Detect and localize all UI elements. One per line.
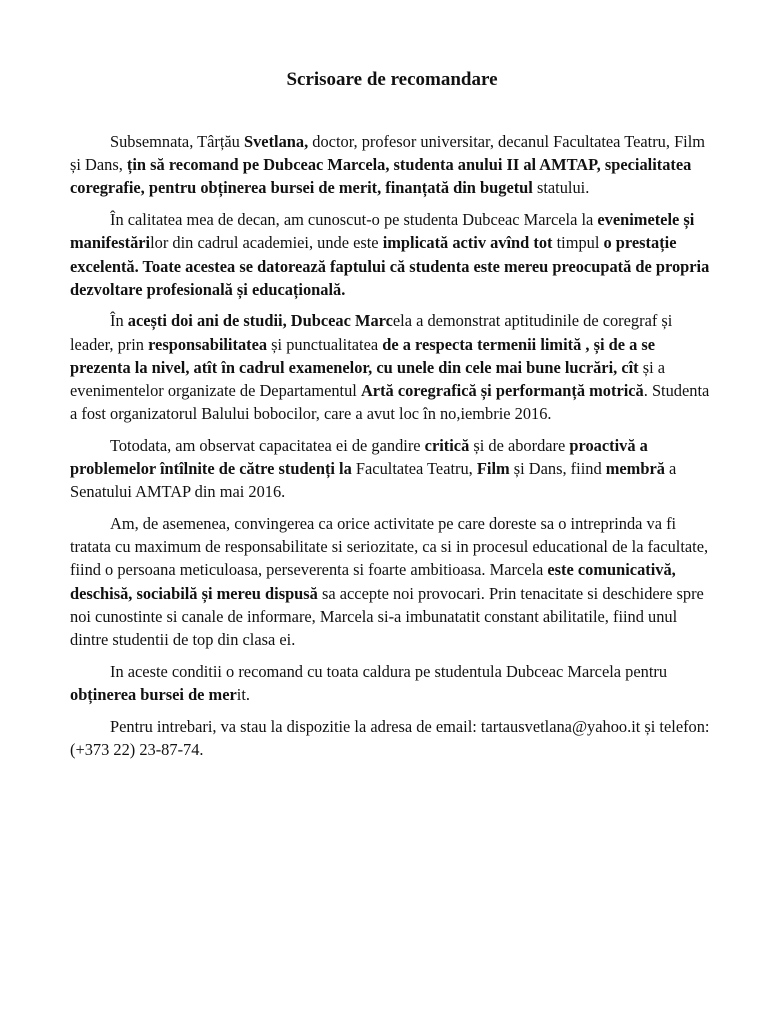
paragraph-6 (70, 660, 710, 706)
text-run: Facultatea Teatru, (351, 459, 477, 479)
bold-text-run: Artă coregrafică și performanță motrică (360, 381, 644, 401)
text-run: În (110, 311, 128, 331)
bold-text-run: Film (476, 459, 510, 479)
bold-text-run: este comunicativă, deschisă, sociabilă și mereu dispusă (70, 560, 676, 603)
paragraph-7 (70, 715, 710, 761)
text-run: . Studenta a fost organizatorul Balului bobocilor, care a avut loc în no,iembrie 2016. (70, 381, 710, 424)
text-run: it. (236, 684, 250, 704)
bold-text-run: critică (424, 435, 470, 455)
bold-text-run: implicată activ avînd tot (382, 233, 553, 253)
text-run: In aceste conditii o recomand cu toata caldura pe studentula Dubceac Marcela pentru (110, 661, 668, 681)
bold-text-run: o prestație excelentă. Toate acestea se datorează faptului că studenta este mereu preocupată de propria dezvoltare profesională și educațională. (70, 233, 710, 299)
paragraph-2 (70, 208, 710, 301)
text-run: și a evenimentelor organizate de Departamentul (70, 357, 666, 401)
text-run: Am, de asemenea, convingerea ca orice activitate pe care doreste sa o intreprinda va fi tratata cu maximum de responsabilitate si seriozitate, ca si in procesul educational de la facultate, fiind o persoana meticuloasa, perseverenta si foarte ambitioasa. Marcela (70, 514, 709, 580)
text-run: timpul (552, 233, 604, 253)
text-run: și de abordare (469, 435, 570, 455)
text-run: În calitatea mea de decan, am cunoscut-o pe studenta Dubceac Marcela la (110, 210, 598, 230)
bold-text-run: obținerea bursei de mer (70, 684, 237, 704)
bold-text-run: de a respecta termenii limită , și de a se prezenta la nivel, atît în cadrul examenelor, cu unele din cele mai bune lucrări, cît (70, 334, 656, 377)
letter-body (70, 130, 710, 761)
bold-text-run: țin să recomand pe Dubceac Marcela, studenta anului II al AMTAP, specialitatea coregrafie, pentru obținerea bursei de merit, finanțată din bugetul (70, 155, 692, 198)
paragraph-5 (70, 512, 710, 651)
text-run: statului. (532, 178, 590, 198)
text-run: Subsemnata, Târțău (110, 132, 244, 151)
text-run: doctor, profesor universitar, decanul Facultatea Teatru, Film și Dans, (70, 132, 706, 175)
text-run: sa accepte noi provocari. Prin tenacitate si deschidere spre noi cunostinte si canale de informare, Marcela si-a imbunatatit constant abilitatile, fiind unul dintre studentii de top din clasa ei. (70, 583, 704, 650)
bold-text-run: proactivă a problemelor întîlnite de către studenți la (70, 435, 648, 479)
text-run: și Dans, fiind (509, 459, 606, 479)
text-run: Totodata, am observat capacitatea ei de gandire (110, 435, 425, 455)
text-run: a Senatului AMTAP din mai 2016. (70, 459, 677, 502)
bold-text-run: evenimetele și manifestări (70, 210, 695, 253)
text-run: și punctualitatea (267, 334, 383, 354)
text-run: lor din cadrul academiei, unde este (150, 233, 383, 253)
bold-text-run: Svetlana, (243, 132, 309, 151)
paragraph-1 (70, 130, 710, 200)
paragraph-4 (70, 434, 710, 504)
document-title: Scrisoare de recomandare (286, 69, 498, 90)
text-run: Pentru intrebari, va stau la dispozitie la adresa de email: tartausvetlana@yahoo.it și telefon: (+373 22) 23-87-74. (70, 716, 710, 759)
paragraph-3 (70, 309, 710, 425)
bold-text-run: responsabilitatea (148, 334, 268, 354)
bold-text-run: membră (605, 459, 665, 479)
text-run: ela a demonstrat aptitudinile de coregraf și leader, prin (70, 311, 673, 354)
bold-text-run: acești doi ani de studii, Dubceac Marc (127, 311, 393, 331)
